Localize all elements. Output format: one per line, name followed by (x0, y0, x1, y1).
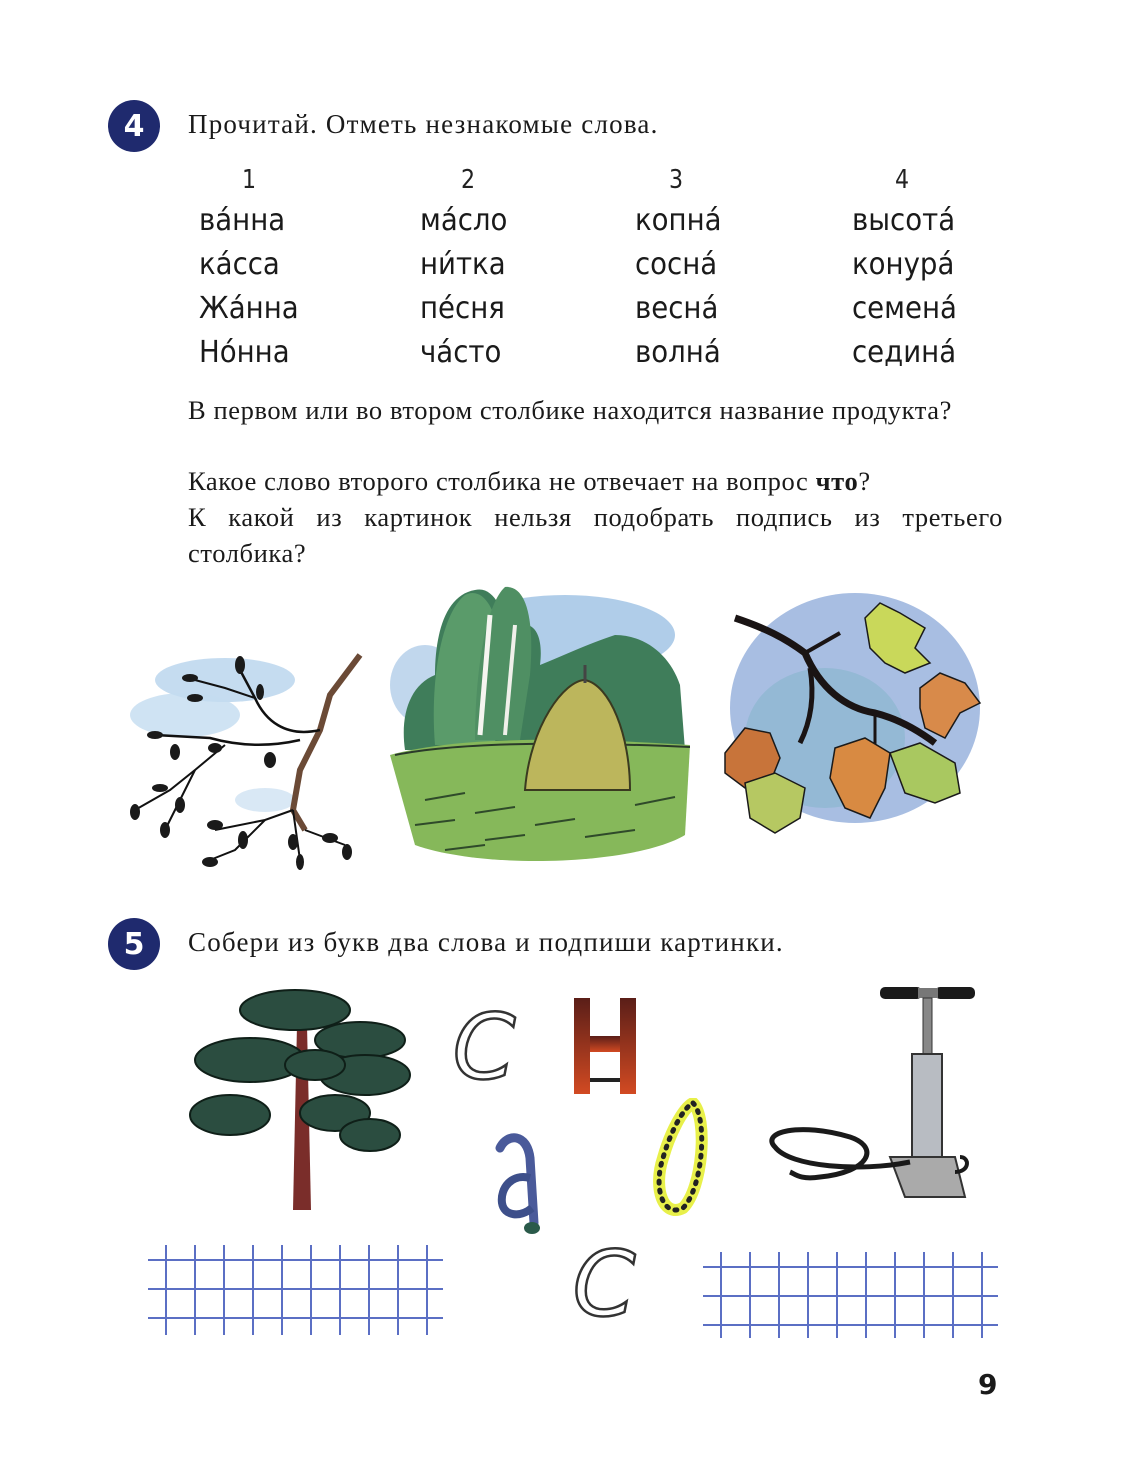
column-number-4: 4 (895, 165, 910, 195)
column-number-2: 2 (461, 165, 476, 195)
pine-tree-picture (185, 985, 415, 1210)
word: ка́сса (199, 247, 280, 282)
task-4-title: Прочитай. Отметь незнакомые слова. (188, 109, 659, 139)
question-1: В первом или во втором столбике находится название продукта? (188, 395, 952, 425)
letter-s-outline-1 (447, 998, 522, 1088)
autumn-maple-branch-picture (705, 578, 1000, 853)
air-pump-picture (760, 982, 975, 1202)
task-number-badge-4 (108, 100, 160, 152)
word: ва́нна (199, 203, 286, 238)
branch-with-buds-picture (115, 620, 380, 870)
column-number-1: 1 (242, 165, 257, 195)
haystack-meadow-picture (385, 575, 690, 870)
word: конура́ (852, 247, 955, 282)
word: ни́тка (420, 247, 506, 282)
word: седина́ (852, 335, 957, 370)
svg-text:С: С (572, 1235, 636, 1325)
word: Но́нна (199, 335, 290, 370)
letter-s-outline-2 (567, 1235, 642, 1325)
word: семена́ (852, 291, 957, 326)
word: высота́ (852, 203, 956, 238)
question-2-end: ? (858, 466, 871, 496)
word: весна́ (635, 291, 719, 326)
task-number: 5 (123, 926, 145, 962)
letter-n-ladder (572, 996, 638, 1096)
word: ма́сло (420, 203, 508, 238)
task-number: 4 (123, 108, 145, 144)
question-2 (188, 463, 1003, 499)
answer-grid-left[interactable] (148, 1243, 443, 1338)
word: Жа́нна (199, 291, 299, 326)
page-number: 9 (978, 1368, 998, 1401)
letter-o-dotted (648, 1098, 708, 1218)
word: волна́ (635, 335, 721, 370)
column-number-3: 3 (669, 165, 684, 195)
svg-text:С: С (452, 998, 516, 1088)
question-3: К какой из картинок нельзя подобрать подпись из третьего столбика? (188, 502, 1003, 568)
question-2-text: Какое слово второго столбика не отвечает на вопрос (188, 466, 816, 496)
word: ча́сто (420, 335, 502, 370)
word: копна́ (635, 203, 722, 238)
letter-a-handwritten (492, 1128, 552, 1238)
task-5-title: Собери из букв два слова и подпиши картинки. (188, 927, 784, 957)
answer-grid-right[interactable] (703, 1250, 998, 1340)
task-number-badge-5 (108, 918, 160, 970)
word: сосна́ (635, 247, 718, 282)
word: пе́сня (420, 291, 505, 326)
question-2-bold-word: что (815, 466, 859, 496)
